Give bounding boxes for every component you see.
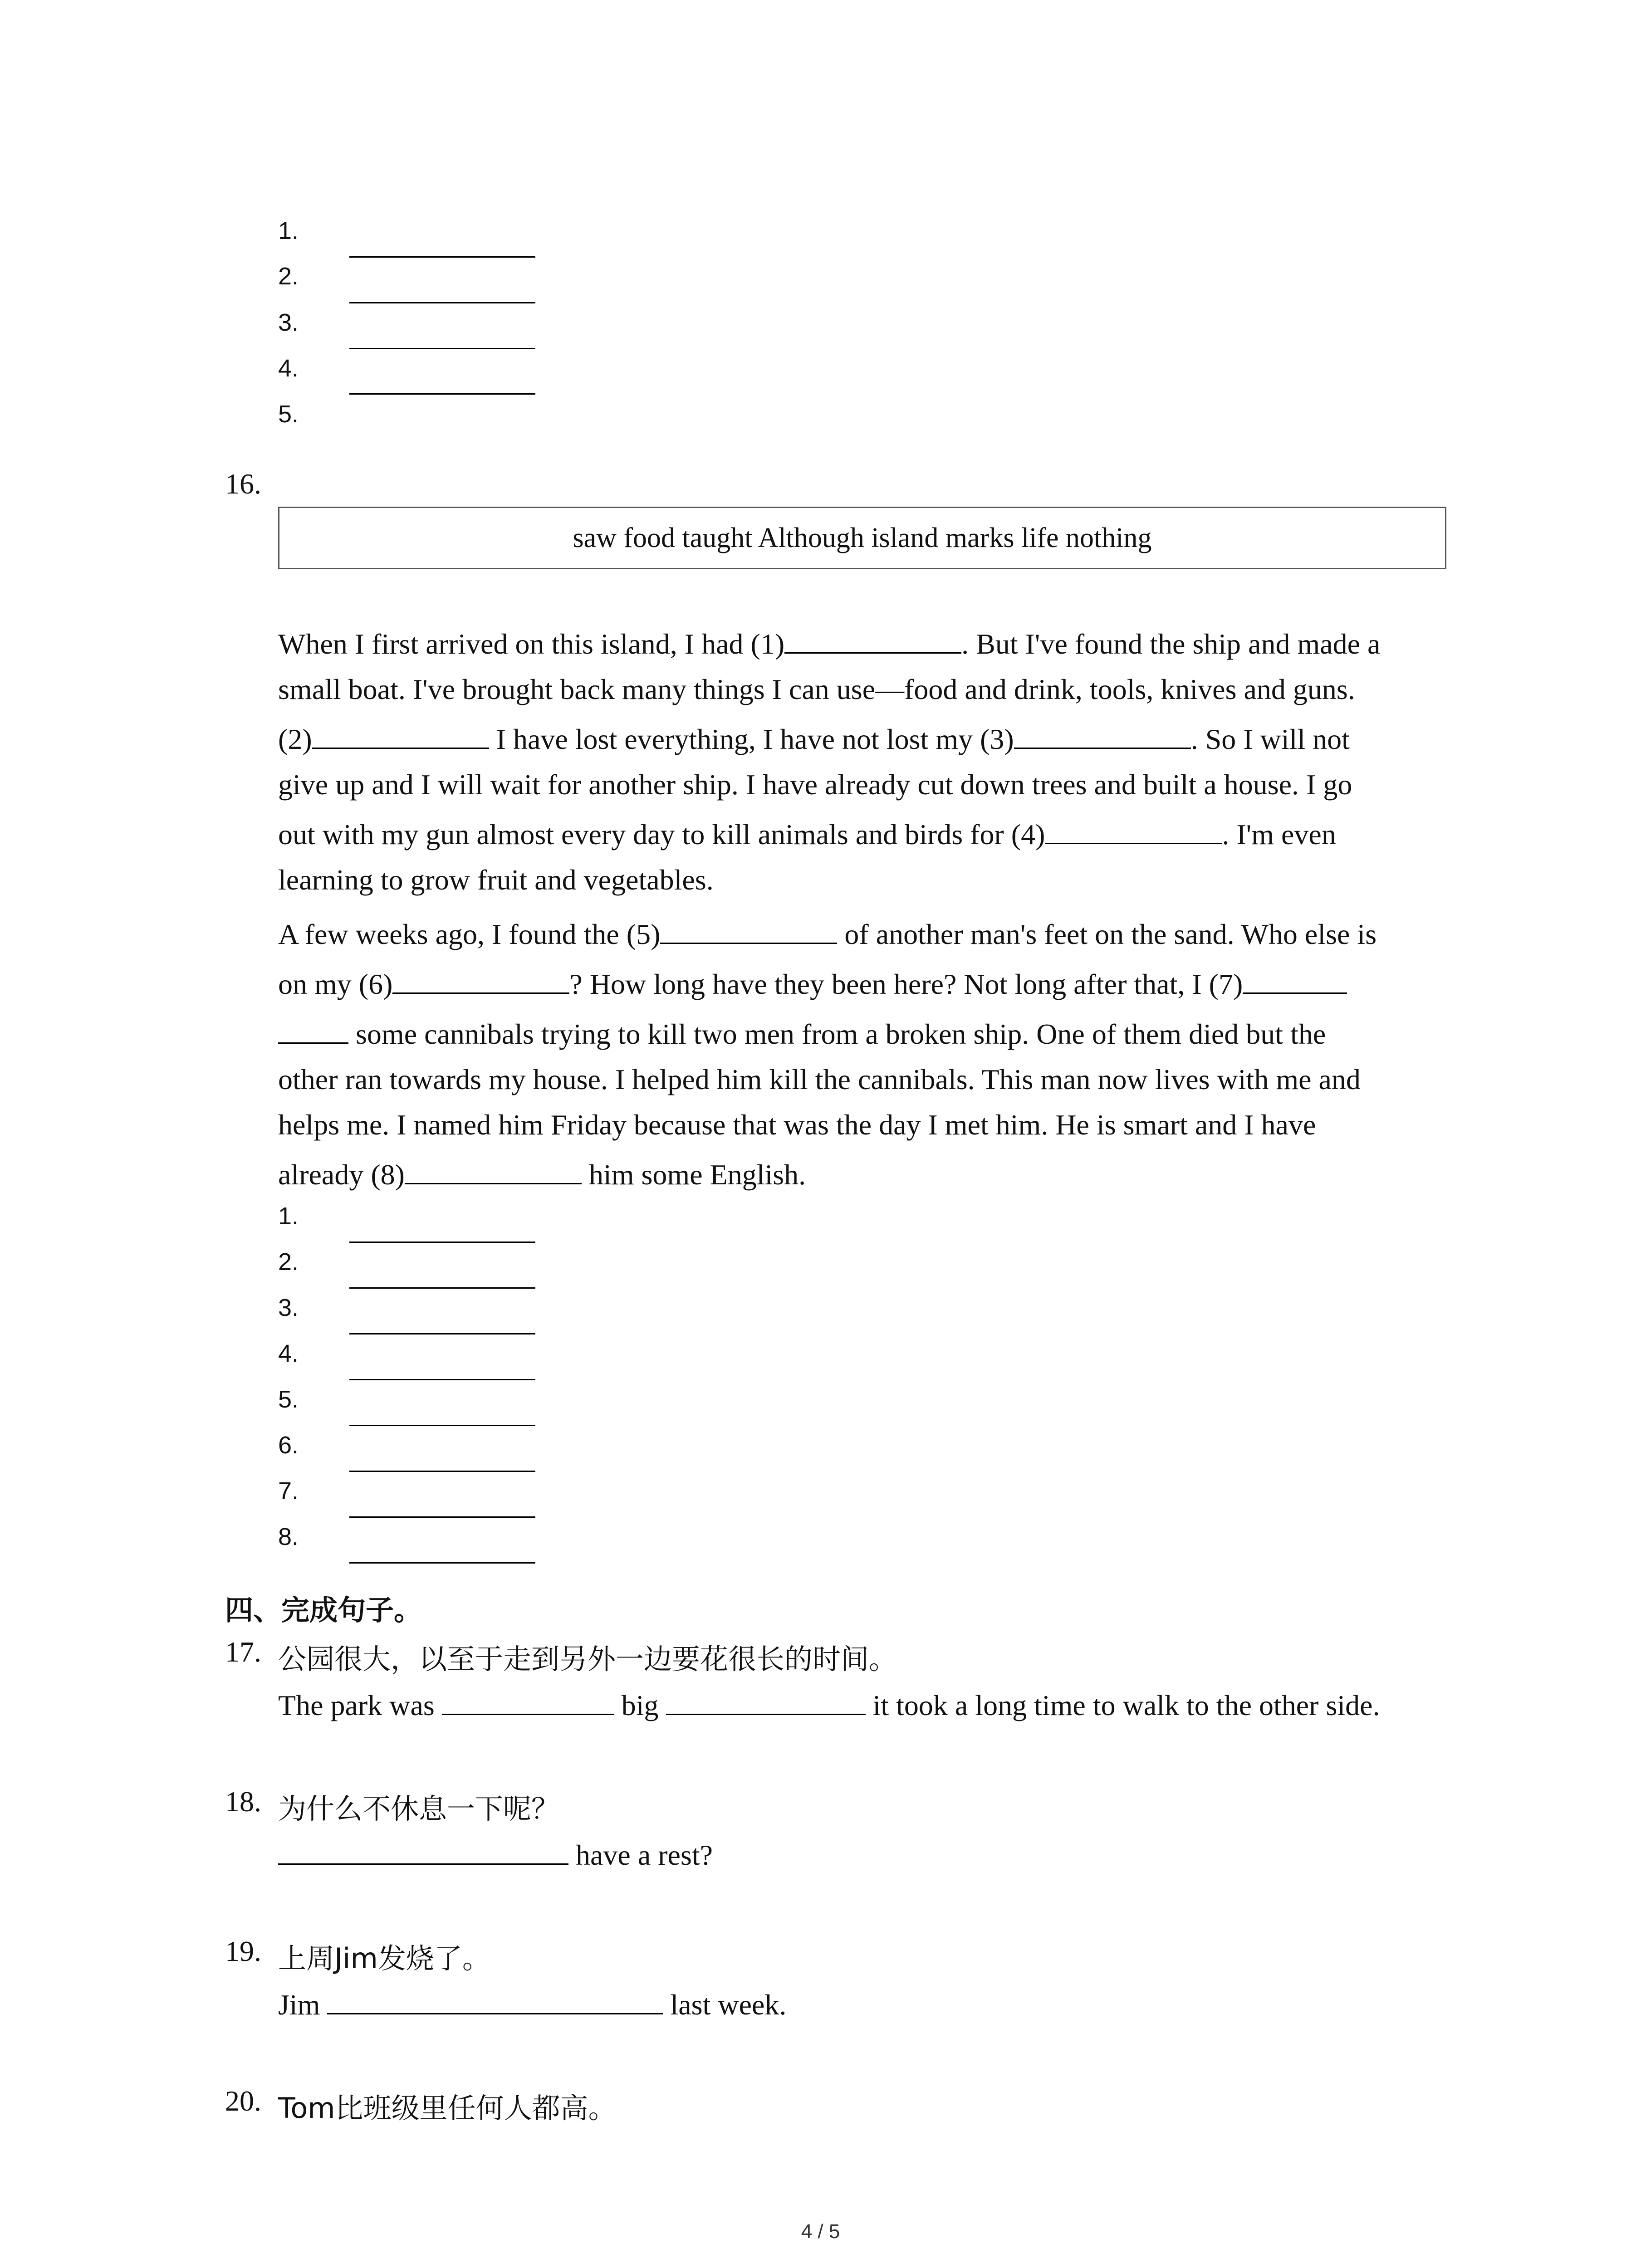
passage-line: A few weeks ago, I found the (5) of another man's feet on the sand. Who else is [278,912,1376,957]
passage-line: other ran towards my house. I helped him kill the cannibals. This man now lives with me and [278,1063,1361,1095]
answer-line-8[interactable] [349,1562,535,1564]
question-prompt-18: 为什么不休息一下呢？ [278,1792,560,1825]
passage-line: some cannibals trying to kill two men from a broken ship. One of them died but the [278,1012,1376,1057]
passage-line: small boat. I've brought back many things I can use—food and drink, tools, knives and guns. [278,673,1355,705]
passage-line: helps me. I named him Friday because that was the day I met him. He is smart and I have [278,1109,1316,1141]
blank-18[interactable] [278,1833,568,1865]
page-number: 4 / 5 [801,2220,840,2243]
answer-line-5[interactable] [349,1425,535,1426]
answer-label-7: 7. [278,1477,299,1505]
answer-line-3[interactable] [349,1333,535,1334]
question-number-17: 17. [225,1636,261,1668]
question-prompt-17: 公园很大，以至于走到另外一边要花很长的时间。 [278,1642,897,1676]
question-prompt-19: 上周Jim发烧了。 [278,1942,490,1975]
question-sentence-18: have a rest? [278,1833,713,1878]
blank-4[interactable] [1045,813,1222,844]
question-sentence-19: Jim last week. [278,1982,786,2028]
word-box [278,507,1446,569]
passage-line: on my (6) ? How long have they been here? Not long after that, I (7) [278,962,1376,1007]
answer-label-4: 4. [278,1340,299,1367]
passage-paragraph-1 [278,621,1380,903]
answer-label-4: 4. [278,355,299,382]
passage-line: (2) I have lost everything, I have not lost my (3) . So I will not [278,717,1380,762]
question-number-16: 16. [225,468,261,500]
answer-label-1: 1. [278,217,299,244]
answer-line-1[interactable] [349,256,535,258]
answer-label-3: 3. [278,1294,299,1321]
blank-6[interactable] [392,963,569,994]
answer-line-6[interactable] [349,1471,535,1472]
answer-label-1: 1. [278,1202,299,1230]
answer-line-2[interactable] [349,302,535,303]
answer-line-4[interactable] [349,1379,535,1380]
section-heading: 四、完成句子。 [225,1593,422,1627]
answer-line-2[interactable] [349,1287,535,1289]
question-number-18: 18. [225,1785,261,1818]
passage-line: already (8) him some English. [278,1152,1376,1198]
answer-label-5: 5. [278,1386,299,1413]
blank-5[interactable] [660,913,837,944]
answer-label-8: 8. [278,1523,299,1550]
answer-line-1[interactable] [349,1242,535,1243]
word-box-text: saw food taught Although island marks life nothing [573,522,1152,553]
answer-label-2: 2. [278,1248,299,1276]
blank-1[interactable] [784,622,961,654]
blank-17a[interactable] [442,1684,614,1715]
answer-line-4[interactable] [349,393,535,395]
answer-label-6: 6. [278,1432,299,1459]
blank-7b[interactable] [278,1012,348,1044]
question-prompt-20: Tom比班级里任何人都高。 [278,2092,617,2125]
question-sentence-17: The park was big it took a long time to walk to the other side. [278,1683,1380,1728]
answer-label-2: 2. [278,263,299,290]
passage-line: out with my gun almost every day to kill animals and birds for (4) . I'm even [278,812,1380,857]
answer-line-3[interactable] [349,348,535,349]
blank-7a[interactable] [1243,963,1347,994]
passage-line: learning to grow fruit and vegetables. [278,864,714,896]
blank-3[interactable] [1014,718,1191,749]
question-number-19: 19. [225,1935,261,1967]
answer-label-5: 5. [278,401,299,428]
answer-line-7[interactable] [349,1516,535,1518]
blank-2[interactable] [312,718,489,749]
blank-19[interactable] [327,1983,663,2014]
blank-8[interactable] [405,1153,582,1184]
passage-line: When I first arrived on this island, I had (1) . But I've found the ship and made a [278,621,1380,667]
question-number-20: 20. [225,2085,261,2117]
passage-paragraph-2 [278,912,1376,1198]
answer-label-3: 3. [278,309,299,336]
blank-17b[interactable] [666,1684,866,1715]
passage-line: give up and I will wait for another ship. I have already cut down trees and built a house. I go [278,768,1352,801]
